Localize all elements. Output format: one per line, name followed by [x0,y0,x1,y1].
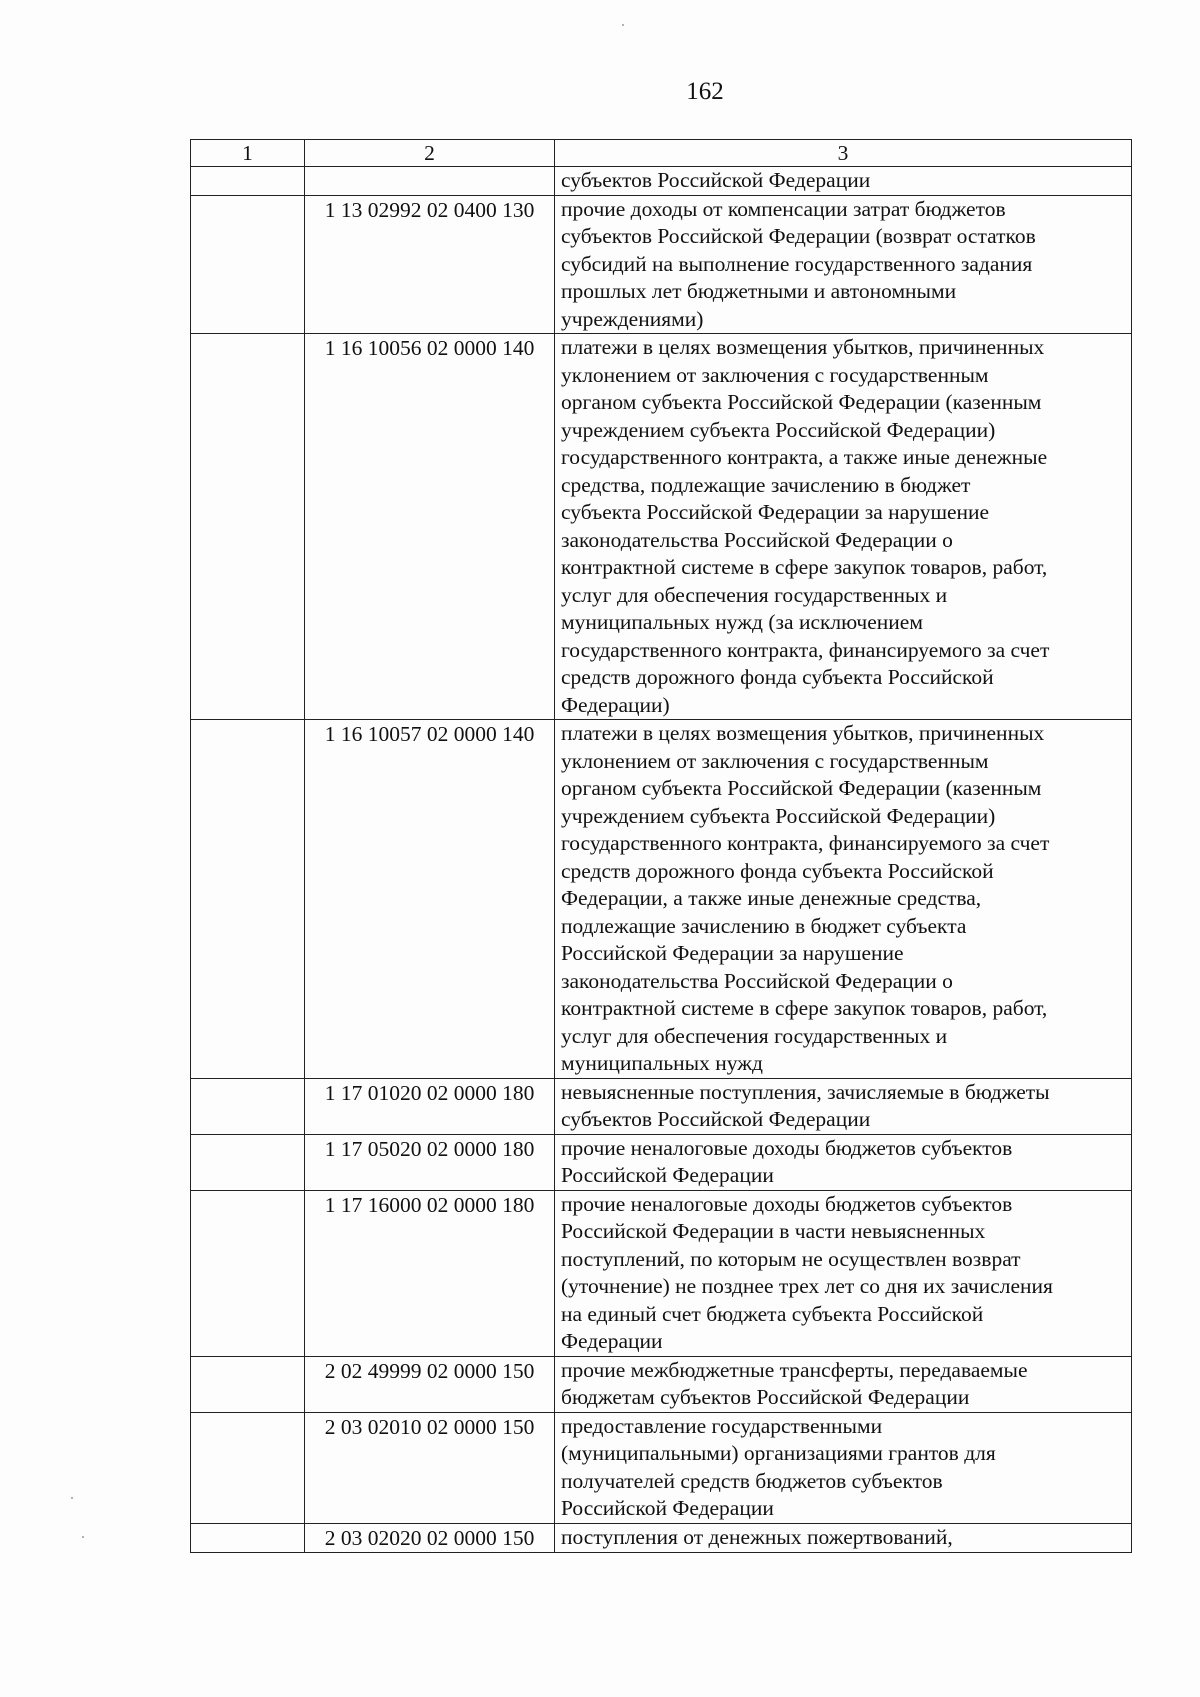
cell-col-1 [191,334,305,720]
description-line: прочие межбюджетные трансферты, передаваемые [561,1357,1028,1382]
cell-col-1 [191,1356,305,1412]
description-line: уклонением от заключения с государственным [561,362,989,387]
description-line: прочие неналоговые доходы бюджетов субъектов [561,1135,1013,1160]
table-row [191,1134,1132,1190]
description-line: Российской Федерации [561,1496,774,1520]
table-row [191,1523,1132,1553]
description-line: Федерации [561,1329,663,1353]
cell-description [555,1523,1132,1553]
description-line: Российской Федерации за нарушение [561,941,904,965]
description-line: органом субъекта Российской Федерации (казенным [561,776,1042,800]
cell-budget-code: 1 16 10057 02 0000 140 [305,720,555,1079]
description-line: муниципальных нужд [561,1051,763,1075]
description-line: государственного контракта, а также иные денежные [561,445,1048,469]
table-row [191,1190,1132,1356]
description-line: услуг для обеспечения государственных и [561,582,948,607]
budget-classification-table [190,139,1132,1553]
description-line: прочие неналоговые доходы бюджетов субъектов [561,1191,1013,1216]
table-row [191,167,1132,196]
description-line: предоставление государственными [561,1413,883,1438]
description-line: учреждением субъекта Российской Федерации) [561,803,996,828]
cell-description [555,1412,1132,1523]
cell-budget-code [305,167,555,196]
description-line: Федерации, а также иные денежные средства, [561,886,982,910]
cell-budget-code: 2 03 02010 02 0000 150 [305,1412,555,1523]
header-col-1: 1 [191,140,305,167]
scan-speck [622,24,624,26]
cell-description [555,1356,1132,1412]
description-line: государственного контракта, финансируемого за счет [561,637,1050,662]
cell-description [555,334,1132,720]
description-line: (муниципальными) организациями грантов для [561,1441,996,1465]
description-line: органом субъекта Российской Федерации (казенным [561,390,1042,414]
description-line: уклонением от заключения с государственным [561,748,989,773]
table-row [191,1356,1132,1412]
scan-speck [71,1497,73,1499]
description-line: Российской Федерации [561,1163,774,1187]
description-line: (уточнение) не позднее трех лет со дня их зачисления [561,1274,1053,1298]
header-col-3: 3 [555,140,1132,167]
table-body [191,167,1132,1553]
description-line: платежи в целях возмещения убытков, причиненных [561,335,1045,359]
description-line: субъектов Российской Федерации [561,168,871,192]
cell-description [555,1134,1132,1190]
table-header-row [191,140,1132,167]
description-line: законодательства Российской Федерации о [561,527,953,552]
description-line: муниципальных нужд (за исключением [561,610,923,634]
cell-description [555,720,1132,1079]
page-number: 162 [686,78,724,105]
table-row [191,1412,1132,1523]
description-line: субъектов Российской Федерации [561,1107,871,1131]
description-line: получателей средств бюджетов субъектов [561,1468,943,1493]
cell-col-1 [191,167,305,196]
table-row [191,334,1132,720]
description-line: средств дорожного фонда субъекта Российской [561,858,994,883]
cell-col-1 [191,1078,305,1134]
description-line: платежи в целях возмещения убытков, причиненных [561,721,1045,745]
description-line: законодательства Российской Федерации о [561,968,953,993]
cell-description [555,195,1132,334]
description-line: услуг для обеспечения государственных и [561,1023,948,1048]
description-line: прошлых лет бюджетными и автономными [561,279,957,303]
cell-col-1 [191,1412,305,1523]
cell-description [555,1190,1132,1356]
description-line: невыясненные поступления, зачисляемые в бюджеты [561,1079,1050,1104]
description-line: Российской Федерации в части невыясненных [561,1219,986,1243]
description-line: подлежащие зачислению в бюджет субъекта [561,913,967,938]
cell-budget-code: 1 13 02992 02 0400 130 [305,195,555,334]
description-line: поступлений, по которым не осуществлен возврат [561,1246,1021,1271]
description-line: на единый счет бюджета субъекта Российской [561,1301,984,1326]
cell-col-1 [191,1190,305,1356]
description-line: бюджетам субъектов Российской Федерации [561,1385,970,1409]
cell-col-1 [191,720,305,1079]
description-line: контрактной системе в сфере закупок товаров, работ, [561,996,1048,1020]
cell-col-1 [191,195,305,334]
cell-budget-code: 1 17 05020 02 0000 180 [305,1134,555,1190]
cell-col-1 [191,1523,305,1553]
table-row [191,720,1132,1079]
description-line: контрактной системе в сфере закупок товаров, работ, [561,555,1048,579]
table-row [191,1078,1132,1134]
cell-budget-code: 1 16 10056 02 0000 140 [305,334,555,720]
description-line: учреждениями) [561,306,704,331]
description-line: субъекта Российской Федерации за нарушение [561,500,990,524]
description-line: субъектов Российской Федерации (возврат остатков [561,224,1036,248]
description-line: средств дорожного фонда субъекта Российской [561,665,994,689]
description-line: Федерации) [561,692,670,717]
description-line: государственного контракта, финансируемого за счет [561,831,1050,855]
header-col-2: 2 [305,140,555,167]
cell-description [555,167,1132,196]
description-line: учреждением субъекта Российской Федерации) [561,417,996,442]
cell-description [555,1078,1132,1134]
cell-col-1 [191,1134,305,1190]
description-line: субсидий на выполнение государственного задания [561,251,1033,276]
cell-budget-code: 1 17 16000 02 0000 180 [305,1190,555,1356]
description-line: средства, подлежащие зачислению в бюджет [561,472,971,497]
table-row [191,195,1132,334]
description-line: прочие доходы от компенсации затрат бюджетов [561,196,1006,221]
scan-speck [82,1536,84,1538]
cell-budget-code: 2 03 02020 02 0000 150 [305,1523,555,1553]
cell-budget-code: 2 02 49999 02 0000 150 [305,1356,555,1412]
cell-budget-code: 1 17 01020 02 0000 180 [305,1078,555,1134]
description-line: поступления от денежных пожертвований, [561,1524,953,1549]
